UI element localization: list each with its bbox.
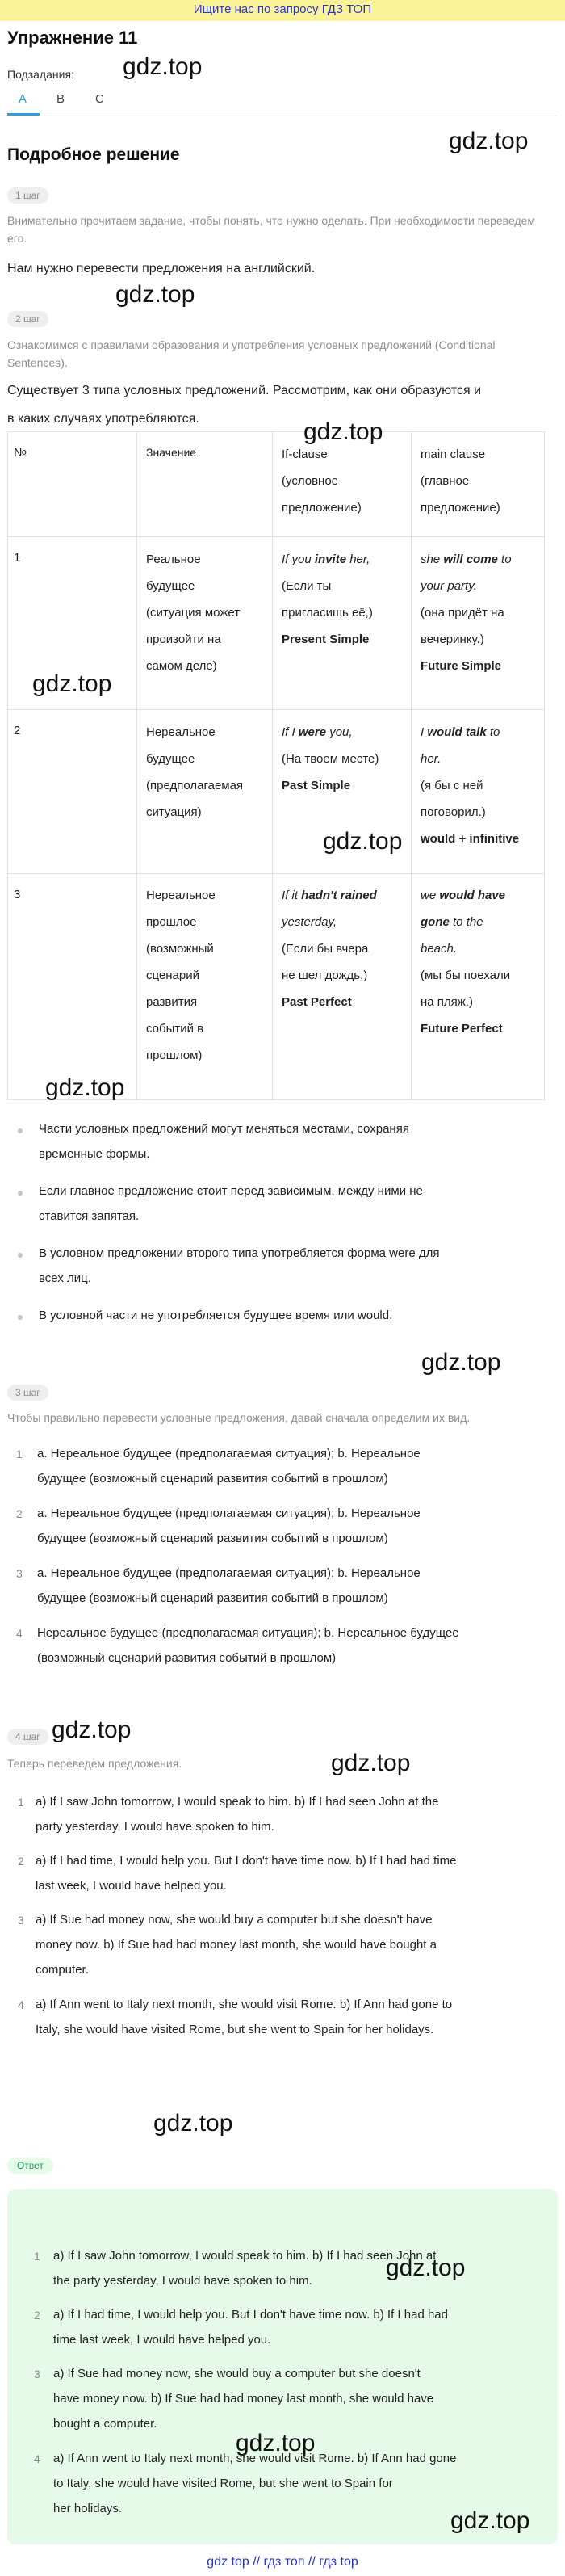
tab-c[interactable]: C [95,92,104,106]
page-title: Упражнение 11 [7,27,138,48]
list-number: 1 [16,1448,23,1460]
step-instruction: Ознакомимся с правилами образования и употребления условных предложений (Conditional Sentences). [7,338,496,369]
watermark: gdz.top [32,670,112,697]
watermark: gdz.top [45,1074,125,1101]
watermark: gdz.top [449,128,529,154]
table-header: Значение [146,446,197,459]
footer-links[interactable]: gdz top // гдз топ // гдз top [0,2555,565,2576]
watermark: gdz.top [303,418,383,445]
list-item: Части условных предложений могут меняться местами, сохраняя временные формы. [39,1122,409,1161]
table-cell-meaning: Нереальное будущее (предполагаемая ситуация) [146,725,244,819]
list-item: Если главное предложение стоит перед зависимым, между ними не ставится запятая. [39,1184,423,1223]
bullet-dot [18,1191,23,1196]
table-cell-main-clause: I would talk to her. (я бы с ней поговорил.) would + infinitive [421,725,520,846]
list-number: 4 [18,1998,24,2011]
conditionals-table [7,431,545,1100]
list-item: В условной части не употребляется будущее время или would. [39,1309,393,1322]
list-item: а. Нереальное будущее (предполагаемая ситуация); b. Нереальное будущее (возможный сценарий развития событий в прошлом) [37,1566,421,1605]
watermark: gdz.top [52,1717,132,1743]
list-item: a) If Ann went to Italy next month, she would visit Rome. b) If Ann had gone to Italy, she would have visited Rome, but she went to Spain for her holidays. [53,2452,457,2515]
list-number: 3 [34,2368,40,2381]
list-number: 3 [18,1914,24,1927]
list-item: a) If Ann went to Italy next month, she would visit Rome. b) If Ann had gone to Italy, she would have visited Rome, but she went to Spain for her holidays. [36,1998,453,2036]
step-text: Нам нужно перевести предложения на английский. [7,262,316,275]
watermark: gdz.top [123,53,203,80]
table-header: № [14,446,27,460]
list-number: 4 [16,1627,23,1640]
list-number: 2 [34,2309,40,2322]
list-number: 1 [34,2250,40,2263]
watermark: gdz.top [421,1349,501,1376]
watermark: gdz.top [236,2430,316,2456]
step-instruction: Теперь переведем предложения. [7,1757,182,1770]
list-item: В условном предложении второго типа употребляется форма were для всех лиц. [39,1246,440,1285]
table-cell-if-clause: If you invite her, (Если ты пригласишь её,) Present Simple [282,553,373,646]
step-instruction: Внимательно прочитаем задание, чтобы понять, что нужно оделать. При необходимости переведем его. [7,214,536,245]
table-cell-if-clause: If it hadn't rained yesterday, (Если бы вчера не шел дождь,) Past Perfect [282,889,377,1009]
table-cell-if-clause: If I were you, (На твоем месте) Past Simple [282,725,379,792]
step-badge: 4 шаг [7,1729,48,1745]
step-text: в каких случаях употребляются. [7,412,199,426]
watermark: gdz.top [331,1750,411,1776]
answer-badge: Ответ [7,2158,53,2174]
list-item: a) If Sue had money now, she would buy a computer but she doesn't have money now. b) If Sue had had money last month, she would have bought a computer. [36,1913,437,1977]
list-item: a) If I had time, I would help you. But I don't have time now. b) If I had had time last week, I would have helped you. [53,2308,448,2347]
list-number: 2 [18,1855,24,1868]
step-badge: 3 шаг [7,1385,48,1401]
watermark: gdz.top [323,828,403,855]
table-header: main clause (главное предложение) [421,448,500,515]
promo-banner[interactable]: Ищите нас по запросу ГДЗ ТОП [0,0,565,21]
table-cell-main-clause: we would have gone to the beach. (мы бы поехали на пляж.) Future Perfect [421,889,511,1036]
step-text: Существует 3 типа условных предложений. Рассмотрим, как они образуются и [7,384,482,397]
table-row-number: 3 [14,888,21,901]
step-instruction: Чтобы правильно перевести условные предложения, давай сначала определим их вид. [7,1411,471,1424]
tab-b[interactable]: B [56,92,65,106]
table-row-number: 1 [14,551,21,565]
list-item: a) If I saw John tomorrow, I would speak to him. b) If I had seen John at the party yesterday, I would have spoken to him. [53,2249,437,2288]
step-badge: 2 шаг [7,311,48,327]
table-header: If-clause (условное предложение) [282,448,362,515]
list-number: 3 [16,1567,23,1580]
bullet-dot [18,1315,23,1320]
watermark: gdz.top [450,2507,530,2534]
table-cell-meaning: Реальное будущее (ситуация может произойти на самом деле) [146,553,241,673]
list-number: 4 [34,2452,40,2465]
list-item: а. Нереальное будущее (предполагаемая ситуация); b. Нереальное будущее (возможный сценарий развития событий в прошлом) [37,1507,421,1545]
watermark: gdz.top [386,2255,466,2281]
list-item: a) If Sue had money now, she would buy a computer but she doesn't have money now. b) If Sue had had money last month, she would have bought a computer. [53,2367,434,2431]
list-number: 1 [18,1796,24,1809]
subtasks-label: Подзадания: [7,68,74,81]
list-number: 2 [16,1507,23,1520]
section-title: Подробное решение [7,145,180,164]
list-item: а. Нереальное будущее (предполагаемая ситуация); b. Нереальное будущее (возможный сценарий развития событий в прошлом) [37,1447,421,1486]
step-badge: 1 шаг [7,187,48,204]
table-row-number: 2 [14,724,21,738]
table-cell-main-clause: she will come to your party. (она придёт на вечеринку.) Future Simple [421,553,512,673]
table-cell-meaning: Нереальное прошлое (возможный сценарий развития событий в прошлом) [146,889,216,1062]
watermark: gdz.top [153,2110,233,2137]
list-item: a) If I had time, I would help you. But I don't have time now. b) If I had had time last week, I would have helped you. [36,1854,457,1893]
bullet-dot [18,1253,23,1258]
list-item: Нереальное будущее (предполагаемая ситуация); b. Нереальное будущее (возможный сценарий развития событий в прошлом) [37,1626,459,1665]
tab-a[interactable]: A [19,92,27,106]
bullet-dot [18,1128,23,1133]
list-item: a) If I saw John tomorrow, I would speak to him. b) If I had seen John at the party yesterday, I would have spoken to him. [36,1795,439,1834]
watermark: gdz.top [115,281,195,308]
